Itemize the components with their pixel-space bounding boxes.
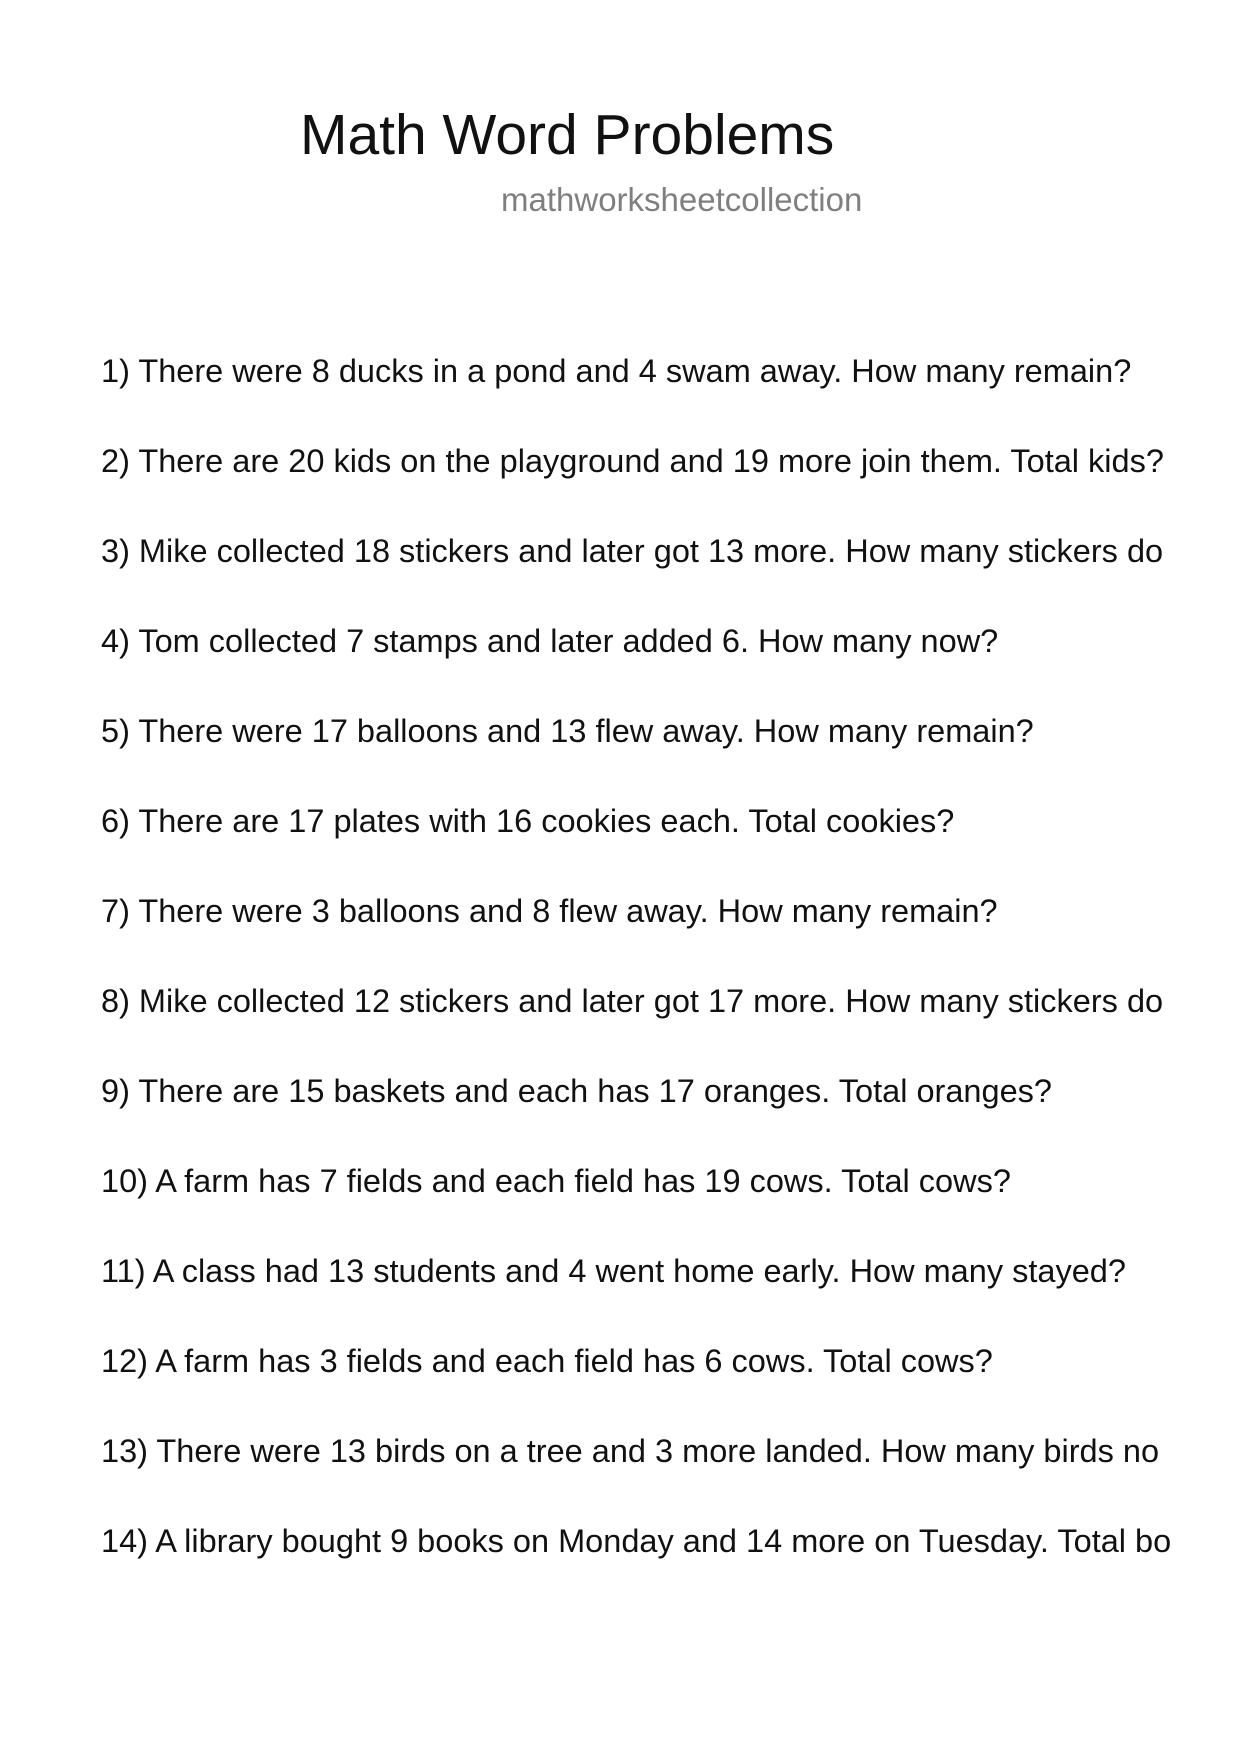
problem-item: 3) Mike collected 18 stickers and later got 13 more. How many stickers do [101,533,1164,569]
problem-item: 14) A library bought 9 books on Monday and 14 more on Tuesday. Total bo [101,1523,1172,1559]
problem-item: 13) There were 13 birds on a tree and 3 more landed. How many birds no [101,1433,1160,1469]
problem-item: 11) A class had 13 students and 4 went home early. How many stayed? [101,1253,1126,1289]
problem-item: 7) There were 3 balloons and 8 flew away. How many remain? [101,893,998,929]
problem-item: 5) There were 17 balloons and 13 flew away. How many remain? [101,713,1034,749]
problem-item: 10) A farm has 7 fields and each field has 19 cows. Total cows? [101,1163,1011,1199]
problem-item: 9) There are 15 baskets and each has 17 oranges. Total oranges? [101,1073,1052,1109]
problem-item: 1) There were 8 ducks in a pond and 4 swam away. How many remain? [101,353,1132,389]
problem-item: 2) There are 20 kids on the playground and 19 more join them. Total kids? [101,443,1164,479]
source-subtitle: mathworksheetcollection [501,181,863,218]
problem-item: 8) Mike collected 12 stickers and later got 17 more. How many stickers do [101,983,1164,1019]
problem-item: 6) There are 17 plates with 16 cookies each. Total cookies? [101,803,955,839]
problem-item: 12) A farm has 3 fields and each field has 6 cows. Total cows? [101,1343,993,1379]
page-title: Math Word Problems [300,103,835,167]
problem-list [101,345,1240,1605]
problem-item: 4) Tom collected 7 stamps and later added 6. How many now? [101,623,999,659]
